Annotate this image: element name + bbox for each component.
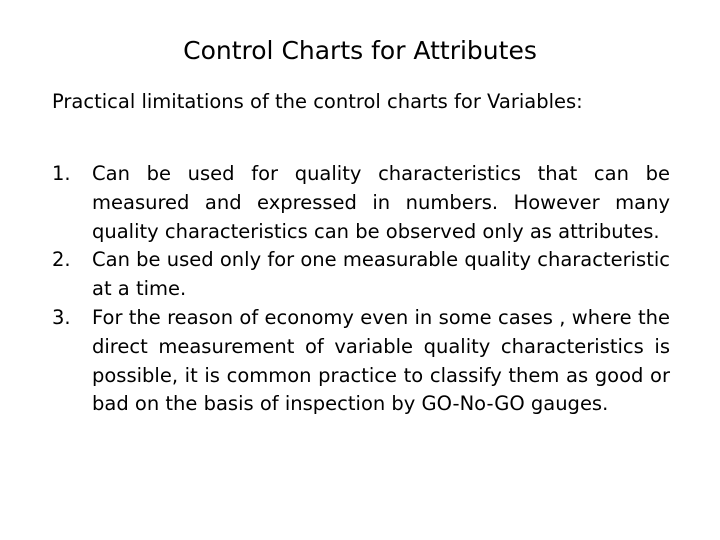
- list-item-number: 3.: [52, 305, 71, 329]
- list-item: [52, 160, 670, 246]
- list-item: [52, 246, 670, 304]
- list-item-text: Can be used only for one measurable quality characteristic at a time.: [92, 248, 670, 301]
- list-item-number: 2.: [52, 248, 71, 272]
- slide-title: Control Charts for Attributes: [183, 36, 537, 65]
- list-item: [52, 304, 670, 419]
- list-item-text: Can be used for quality characteristics that can be measured and expressed in numbers. However many quality characteristics can be observed only as attributes.: [92, 162, 670, 243]
- limitations-list: [52, 160, 670, 419]
- slide-subtitle: Practical limitations of the control charts for Variables:: [52, 90, 583, 113]
- list-item-number: 1.: [52, 162, 71, 185]
- list-item-text: For the reason of economy even in some cases , where the direct measurement of variable quality characteristics is possible, it is common practice to classify them as good or bad on the basis of inspection by GO-No-GO gauges.: [92, 305, 670, 416]
